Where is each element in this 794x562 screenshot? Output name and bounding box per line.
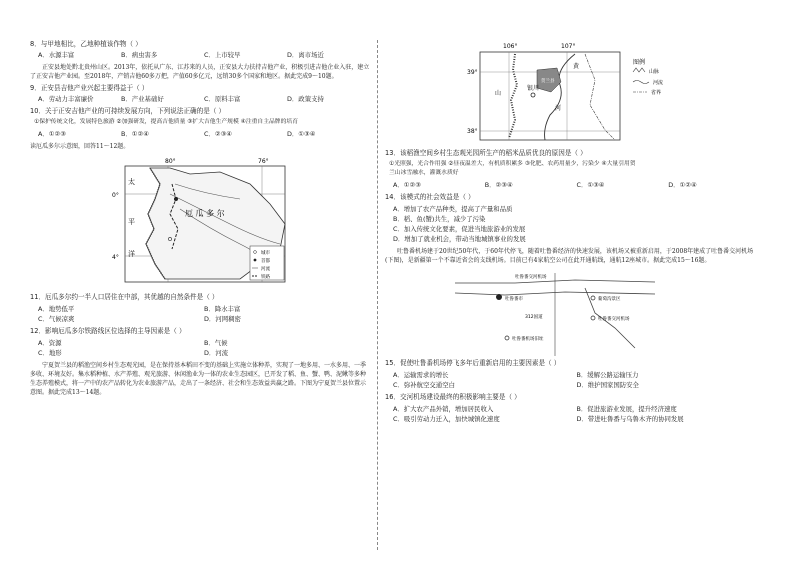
legend-label: 城市 bbox=[261, 251, 270, 256]
question-16-options bbox=[393, 404, 760, 424]
right-column bbox=[385, 40, 760, 427]
legend-label: 山脉 bbox=[649, 69, 660, 75]
question-15: 15．促使吐鲁番机场停飞多年后重新启用的主要因素是（ ） bbox=[385, 359, 561, 367]
question-13: 13．该稻渔空间乡村生态观光园所生产的稻米品质优良的原因是（ ） bbox=[385, 149, 587, 157]
option: A．增加了农产品种类，提高了产量和品质 bbox=[393, 205, 513, 213]
option: A．地势低平 bbox=[38, 305, 75, 313]
option: A．水源丰富 bbox=[38, 51, 75, 59]
question-13-statements: ①光照强，光合作用强 ②昼夜温差大，有机质积累多 ③化肥、农药用量少，污染少 ④大量引用贺 bbox=[389, 161, 636, 167]
option: C．原料丰富 bbox=[204, 95, 241, 103]
legend-label: 河流 bbox=[653, 80, 664, 86]
option: B．气候 bbox=[204, 339, 228, 347]
option: A．劳动力丰富廉价 bbox=[38, 95, 94, 103]
option: B．②③④ bbox=[484, 181, 513, 189]
map-label: 河 bbox=[555, 105, 562, 112]
ecuador-map bbox=[110, 154, 310, 289]
option: B．产业基础好 bbox=[121, 95, 164, 103]
latitude-label: 38° bbox=[467, 128, 478, 135]
ocean-label: 平 bbox=[128, 218, 135, 226]
option: C．加入传统文化要素，促进当地旅游业的发展 bbox=[393, 225, 526, 233]
question-9: 9．正安县吉他产业兴起主要得益于（ ） bbox=[30, 84, 149, 92]
passage-13-14: 宁夏贺兰县的稻渔空间乡村生态观光园，是在保持基本稻田不变的基础上实施立体种养，实现了一地多用、一水多用、一季多收、环境友好。集水稻种植、水产养殖、观光旅游、休闲渔业为一体的农业生态园区，已开发了稻、鱼、蟹、鸭、泥鳅等多种生态养殖模式，将一产中的农产品转化为农业旅游产品，走出了一条经济、社会和生态效益共赢之路。下图为宁夏贺兰县位置示意图。据此完成13～14题。 bbox=[30, 362, 367, 396]
question-12: 12．影响厄瓜多尔铁路线区位选择的主导因素是（ ） bbox=[30, 327, 186, 335]
question-10: 10．关于正安吉他产业的可持续发展方向，下列说法正确的是（ ） bbox=[30, 107, 226, 115]
option: A．运输需求的增长 bbox=[393, 371, 449, 379]
question-11-options bbox=[38, 304, 370, 324]
legend-label: 首都 bbox=[261, 259, 270, 264]
column-divider bbox=[377, 40, 378, 550]
map-label: 黄 bbox=[573, 63, 580, 70]
option: D．河流 bbox=[204, 349, 229, 357]
ocean-label: 太 bbox=[128, 178, 135, 186]
question-10-statements: ①保护传统文化，发展特色旅游 ②加强研发，提高吉他质量 ③扩大吉他生产规模 ④注重自主品牌的培育 bbox=[34, 119, 298, 125]
question-12-options bbox=[38, 338, 370, 358]
question-13-options bbox=[393, 181, 760, 190]
option: B．①②④ bbox=[121, 130, 149, 138]
option: D．增加了就业机会，带动当地城镇事业的发展 bbox=[393, 235, 526, 243]
map-label: 山 bbox=[495, 90, 502, 97]
legend-label: 铁路 bbox=[261, 275, 270, 280]
question-10-options bbox=[38, 130, 370, 139]
option: D．①②④ bbox=[668, 181, 697, 189]
option: D．带进吐鲁番与乌鲁木齐的协同发展 bbox=[576, 415, 684, 423]
legend-label: 省界 bbox=[651, 90, 662, 96]
map-label: 吐鲁番机场旧址 bbox=[512, 337, 544, 342]
question-16: 16．交河机场建设最终的积极影响主要是（ ） bbox=[385, 393, 521, 401]
map-label: 银川 bbox=[527, 85, 540, 92]
option: C．上市较早 bbox=[204, 51, 241, 59]
question-8-options bbox=[38, 51, 370, 60]
option: C．①③④ bbox=[576, 181, 605, 189]
airport-marker bbox=[591, 316, 595, 320]
map-label: 吐鲁番市 bbox=[505, 297, 523, 302]
option: C．气候凉爽 bbox=[38, 315, 75, 323]
latitude-label: 0° bbox=[112, 192, 119, 199]
legend-title: 图例 bbox=[633, 59, 646, 66]
map-label: 吐鲁番交河机场 bbox=[598, 317, 630, 322]
capital-marker bbox=[174, 197, 178, 201]
option: C．吸引劳动力迁入，加快城镇化速度 bbox=[393, 415, 500, 423]
longitude-label: 107° bbox=[561, 43, 576, 50]
map-label: 贺兰县 bbox=[541, 79, 555, 84]
option: B．降水丰富 bbox=[204, 305, 241, 313]
question-15-options bbox=[393, 370, 760, 390]
passage-11-12: 读厄瓜多尔示意图，回答11～12题。 bbox=[30, 143, 130, 150]
option: A．扩大农产品外销，增加居民收入 bbox=[393, 405, 494, 413]
map-label: 吐鲁番交河机场 bbox=[515, 275, 547, 280]
passage-9-10: 正安县地处黔北贵州山区。2013年，依托从广东、江苏来的人员，正安县大力扶持吉他产业，积极引进吉他企业入驻，建立了正安吉他产业园。至2018年，产销吉他60多万把，产值60多亿元，远销30多个国家和地区。据此完成9～10题。 bbox=[30, 64, 370, 80]
option: D．维护国家国防安全 bbox=[576, 381, 639, 389]
option: D．政策支持 bbox=[287, 95, 324, 103]
turpan-airport-map bbox=[455, 268, 655, 356]
left-column bbox=[30, 40, 370, 400]
helan-location-map bbox=[465, 40, 695, 145]
city-marker bbox=[496, 294, 502, 300]
option: B．稻、鱼(蟹)共生，减少了污染 bbox=[393, 215, 486, 223]
latitude-label: 4° bbox=[112, 254, 119, 261]
longitude-label: 106° bbox=[503, 43, 518, 50]
option: B．缓解公路运输压力 bbox=[576, 371, 639, 379]
option: B．病虫害多 bbox=[121, 51, 158, 59]
map-label: 312国道 bbox=[525, 315, 543, 320]
option: D．河网稠密 bbox=[204, 315, 241, 323]
option: C．地形 bbox=[38, 349, 62, 357]
option: B．促进旅游业发展，提升经济速度 bbox=[576, 405, 677, 413]
latitude-label: 39° bbox=[467, 69, 478, 76]
question-9-options bbox=[38, 95, 370, 104]
longitude-label: 80° bbox=[165, 158, 176, 165]
option: A．资源 bbox=[38, 339, 62, 347]
village-marker bbox=[591, 296, 595, 300]
legend-label: 河流 bbox=[261, 267, 270, 272]
question-13-statements-cont: 兰山冰雪融水，灌溉水质好 bbox=[389, 170, 459, 176]
option: D．①③④ bbox=[287, 130, 316, 138]
ocean-label: 洋 bbox=[128, 250, 135, 258]
question-11: 11．厄瓜多尔约一半人口居住在中部，其优越的自然条件是（ ） bbox=[30, 293, 219, 301]
option: D．离市场近 bbox=[287, 51, 324, 59]
passage-15-16: 吐鲁番机场建于20世纪50年代，于60年代停飞，随着吐鲁番经济的快速发展，该机场又被重新启用，于2008年建成了吐鲁番交河机场(下图)，是新疆第一个不靠近省会的支线机场。目前已有4家航空公司在此开通航线，通航12座城市。据此完成15～16题。 bbox=[385, 248, 754, 264]
option: A．①②③ bbox=[38, 130, 66, 138]
longitude-label: 76° bbox=[258, 158, 269, 165]
option: C．弥补航空交通空白 bbox=[393, 381, 455, 389]
question-14: 14．该模式的社会效益是（ ） bbox=[385, 193, 475, 201]
option: A．①②③ bbox=[393, 181, 421, 189]
question-8: 8．与甲地相比，乙地种植该作物（ ） bbox=[30, 40, 142, 48]
old-airport-marker bbox=[505, 336, 509, 340]
map-label: 葡萄沟景区 bbox=[598, 297, 621, 302]
country-label: 厄 瓜 多 尔 bbox=[185, 209, 225, 218]
question-14-options bbox=[393, 204, 760, 244]
option: C．②③④ bbox=[204, 130, 233, 138]
